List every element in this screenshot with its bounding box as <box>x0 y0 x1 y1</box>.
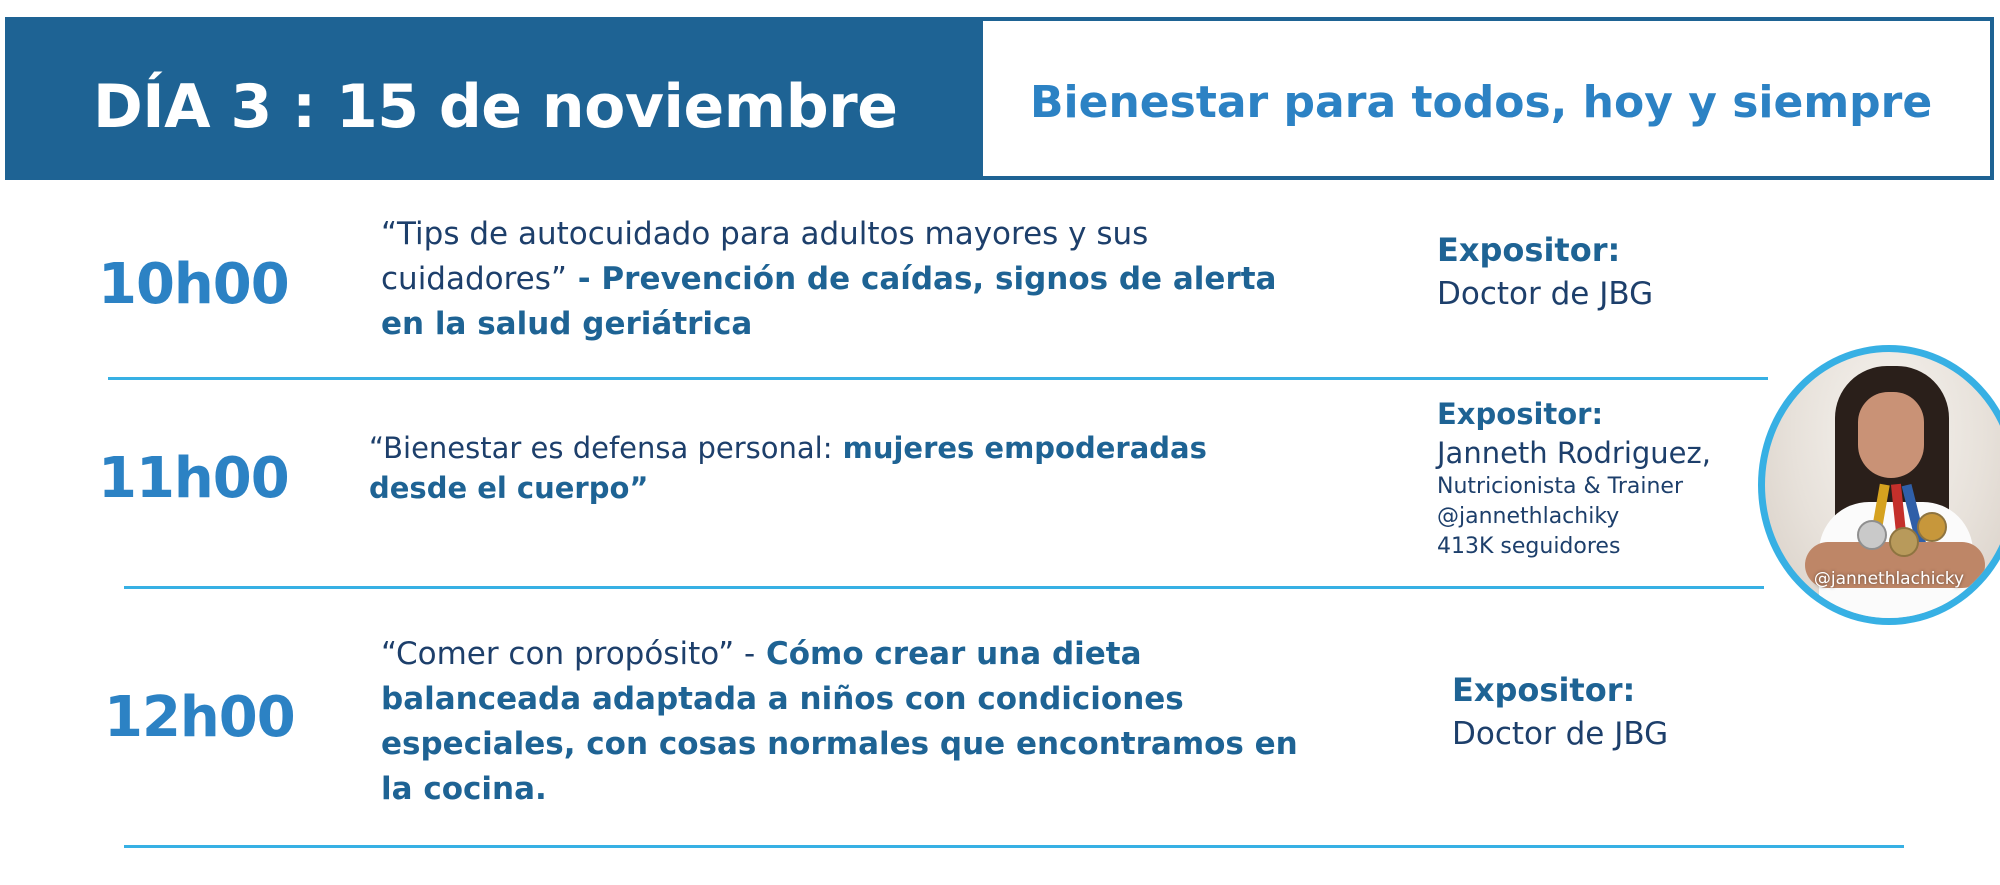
session-talk <box>369 428 1289 508</box>
talk-quote: “Comer con propósito” - <box>381 636 756 672</box>
speaker-block <box>1452 668 1668 756</box>
page-title: DÍA 3 : 15 de noviembre <box>93 72 898 142</box>
speaker-label: Expositor: <box>1452 671 1636 709</box>
talk-description: Cómo crear una dieta balanceada adaptada a niños con condiciones especiales, con cosas normales que encontramos en la cocina. <box>381 636 1298 807</box>
session-time: 11h00 <box>98 446 289 511</box>
speaker-block <box>1437 394 1711 562</box>
medal-icon <box>1917 512 1947 542</box>
speaker-followers: 413K seguidores <box>1437 534 1621 559</box>
speaker-label: Expositor: <box>1437 231 1621 269</box>
speaker-handle: @jannethlachiky <box>1437 504 1620 529</box>
header-subtitle-box <box>983 17 1994 180</box>
photo-watermark: @jannethlachicky <box>1813 569 1965 589</box>
medal-icon <box>1889 527 1919 557</box>
divider <box>124 845 1904 848</box>
session-talk <box>381 212 1321 347</box>
medal-icon <box>1857 520 1887 550</box>
divider <box>124 586 1764 589</box>
header-banner <box>5 17 983 180</box>
talk-quote: “Tips de autocuidado para adultos mayores y sus cuidadores” <box>381 216 1149 297</box>
talk-description: - Prevención de caídas, signos de alerta en la salud geriátrica <box>381 261 1277 342</box>
page-subtitle: Bienestar para todos, hoy y siempre <box>1030 77 1933 128</box>
talk-description: mujeres empoderadas desde el cuerpo” <box>369 431 1207 505</box>
speaker-role: Nutricionista & Trainer <box>1437 474 1683 499</box>
speaker-name: Janneth Rodriguez, <box>1437 436 1711 470</box>
speaker-name: Doctor de JBG <box>1452 716 1669 752</box>
speaker-photo <box>1758 345 2000 625</box>
divider <box>108 377 1768 380</box>
speaker-label: Expositor: <box>1437 397 1604 431</box>
speaker-block <box>1437 228 1653 316</box>
session-time: 12h00 <box>104 685 295 750</box>
talk-quote: “Bienestar es defensa personal: <box>369 431 833 465</box>
session-talk <box>381 632 1311 812</box>
session-time: 10h00 <box>98 252 289 317</box>
speaker-name: Doctor de JBG <box>1437 276 1654 312</box>
